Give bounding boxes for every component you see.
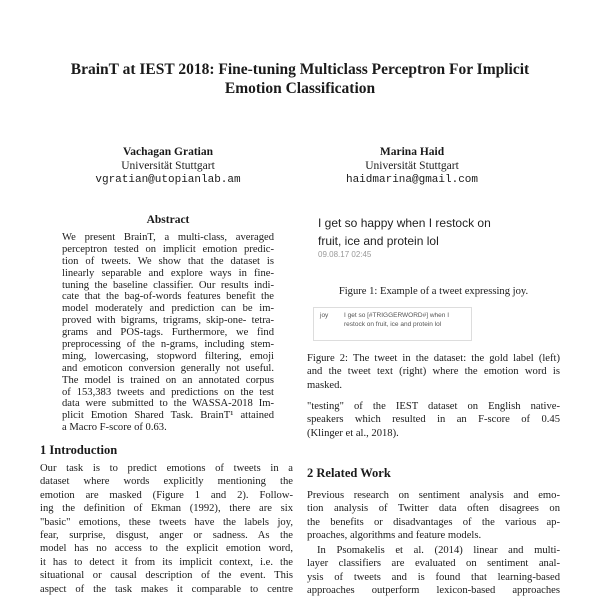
text-line: and the tweet text (right) where the emotion word is [307,366,560,378]
text-line: linearly separable and explore ways in fine- [62,267,274,279]
text-line: ing the definition of Ekman (1992), there are six [40,503,293,515]
text-line: the benefits or disadvantages of the various ap- [307,516,560,528]
text-line: Figure 2: The tweet in the dataset: the gold label (left) [307,353,560,364]
figure-1-tweet: I get so happy when I restock on fruit, ice and protein lol 09.08.17 02:45 [318,216,491,259]
figure-1-caption: Figure 1: Example of a tweet expressing joy. [338,286,529,297]
abstract-text [62,232,274,434]
text-line: We present BrainT, a multi-class, averaged [62,232,274,243]
text-line: approaches outperform lexicon-based approaches [307,585,560,597]
text-line: plicit Emotion Shared Task. BrainT¹ attained [62,410,274,422]
text-line: ming, lowercasing, stopword filtering, emoji [62,350,274,362]
text-line: Previous research on sentiment analysis and emo- [307,490,560,501]
text-line: situational or causal description of the event. This [40,570,293,582]
related-work-heading: 2 Related Work [307,466,391,480]
text-line: model has no access to the explicit emotion word, [40,543,293,555]
related-work-paragraph-1 [307,489,560,543]
text-line: proved with bigrams, trigrams, skip-one- tetra- [62,315,274,327]
body-paragraph [307,400,560,440]
text-line: cate that the bag-of-words features benefit the [62,291,274,303]
text-line: emotion are masked (Figure 1 and 2). Follow- [40,489,293,501]
text-line: proaches, algorithms and feature models. [307,530,482,542]
intro-text [40,462,293,596]
author-1: Vachagan Gratian Universität Stuttgart vgratian@utopianlab.am [95,146,241,186]
text-line: layer classifiers are evaluated on sentiment anal- [307,558,560,570]
text-line: tion analysis of Twitter data often disagrees on [307,503,560,515]
text-line: model moderately and prediction can be im- [62,303,274,315]
text-line: and emoticon conversion generally not useful. [62,362,274,374]
text-line: of 153,383 tweets and predictions on the test [62,386,274,398]
text-line: ysis of tweets and is found that learning-based [307,571,560,583]
text-line: "testing" of the IEST dataset on English native- [307,401,560,412]
text-line: it has to detect it from its implicit context, i.e. the [40,556,293,568]
paper-title: BrainT at IEST 2018: Fine-tuning Multiclass Perceptron For Implicit Emotion Classification [70,61,530,97]
figure-2-box: joy I get so [#TRIGGERWORD#] when I restock on fruit, ice and protein lol [313,307,472,341]
text-line: dataset where words explicitly mentioning the [40,476,293,488]
related-work-paragraph-2 [307,544,560,598]
text-line: "basic" emotions, these tweets have the labels joy, [40,516,293,528]
text-line: aspect of the task makes it comparable to centre [40,583,293,595]
text-line: grams and POS-tags. Furthermore, we find [62,327,274,339]
text-line: masked. [307,379,343,391]
intro-heading: 1 Introduction [40,443,118,457]
text-line: tuning the baseline classifier. Our results indi- [62,279,274,291]
text-line: fear, surprise, disgust, anger or sadness. As the [40,529,293,541]
text-line: data were submitted to the WASSA-2018 Im- [62,398,274,410]
author-2: Marina Haid Universität Stuttgart haidmarina@gmail.com [345,146,479,186]
text-line: preprocessing of the n-grams, including stem- [62,339,274,351]
text-line: tion of tweets. We show that the dataset is [62,255,274,267]
text-line: perceptron tested on implicit emotion predic- [62,243,274,255]
text-line: a Macro F-score of 0.63. [62,422,167,434]
text-line: The model is trained on an annotated corpus [62,374,274,386]
figure-2-caption [307,352,560,392]
text-line: Our task is to predict emotions of tweets in a [40,463,293,474]
abstract-heading: Abstract [146,214,190,226]
text-line: speakers which resulted in an F-score of 0.45 [307,414,560,426]
text-line: (Klinger et al., 2018). [307,427,399,439]
text-line: In Psomakelis et al. (2014) linear and multi- [317,545,560,556]
